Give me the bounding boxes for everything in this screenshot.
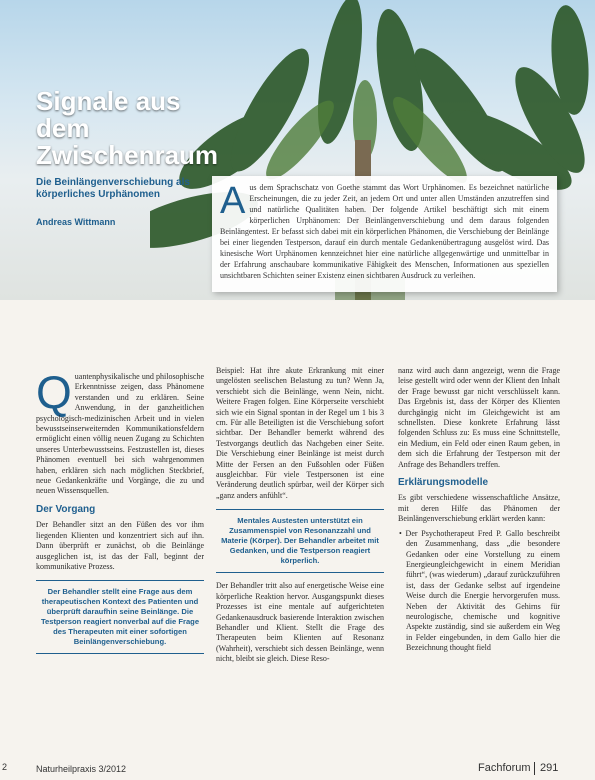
lead-paragraph	[212, 176, 557, 292]
column-3-bullet: • Der Psychotherapeut Fred P. Gallo beschreibt den Zusammenhang, dass „die besondere Gedanken oder eine Vorstellung zu einem Energieungleichgewicht in einem Meridian führt“, (was wiederum) „darauf zurückzuführen ist, dass der Gedanke selbst auf irgendeine Weise durch die Energie hervorgerufen muss. Neben der Aktivität des Gehirns für neurologische, chemische und kognitive Aspekte zuständig, sind sie außerdem ein Weg in Felder eingebunden, in dem Gallo hier die Bezeichnung thought field	[399, 528, 560, 653]
column-2-paragraph-1: Beispiel: Hat ihre akute Erkrankung mit einer ungelösten seelischen Belastung zu tun? Wenn Ja, verschiebt sich die Beinlänge, wenn Nein, nicht. Weitere Fragen folgen. Eine Körperseite verschiebt sich wie ein Signal spontan in der Regel um 1 bis 3 cm. Für alle Beteiligten ist die Verschiebung sofort sichtbar. Der Behandler bemerkt während des Testvorgangs deutlich das Nachgeben einer Seite. Die Verschiebung einer Beinlänge ist meist durch Mitte der Fersen an den Fußsohlen oder Füßen ausgleichbar. Für viele Testpersonen ist eine Veränderung deutlich spürbar, weil der Körper sich „ganz anders anfühlt“.	[216, 366, 384, 500]
column-1-paragraph-1-text: uantenphysikalische und philosophische Erkenntnisse zeigen, dass Phänomene verstanden und zu erklären. Seine Anwendung, in der ganzheitlichen psychologisch-medizinischen Arbeit und in vielen bewusstseinserweiternden Kommunikationsfeldern ermöglicht einen völlig neuen Zugang zu Schichten unseres Unterbewusstseins. Festzustellen ist, dieses Phänomen eventuell bei sich wahrgenommen haben, erklären sich nach möglichen Steckbrief, neue Gedankenkräfte und Vorgänge, die zu und neuen Wissensquellen.	[36, 372, 204, 496]
footer-divider	[534, 762, 535, 775]
article-title: Signale aus dem Zwischenraum	[36, 86, 219, 170]
lead-text: us dem Sprachschatz von Goethe stammt das Wort Urphänomen. Es bezeichnet natürliche Erscheinungen, die zu jeder Zeit, an jedem Ort und unter allen Umständen anzutreffen sind und natürliche Qualitäten haben. Der folgende Artikel beschäftigt sich mit einem körperlichen Urphänomen: Der Beinlängenverschiebung und dem daraus folgenden Beinlängentest. Er befasst sich dabei mit ein körperlichen Phänomen, die Verschiebung der Beinlänge bei einer liegenden Testperson, darauf ein durch mentale Gedankenübertragung ausgelöst wird. Das kinesische Wort Urphänomen kennzeichnet hier eine natürliche allgegenwärtige und unmittelbar in der Erfahrung anschaubare kommunikative Fähigkeit des Menschen, Informationen aus speziellen unsichtbaren Schichten seiner Existenz einen sichtbaren Ausdruck zu verleihen.	[220, 183, 549, 280]
page-number-right: 291	[540, 762, 559, 774]
article-subtitle: Die Beinlängenverschiebung als körperliches Urphänomen	[36, 177, 190, 200]
column-1-dropcap: Q	[36, 366, 72, 418]
section-name: Fachforum	[478, 762, 531, 774]
pull-quote-1: Der Behandler stellt eine Frage aus dem therapeutischen Kontext des Patienten und überprüft daraufhin seine Beinlänge. Die Testperson reagiert nonverbal auf die Frage des Therapeuten mit einer sofortigen Beinlängenverschiebung.	[36, 580, 204, 654]
article-author: Andreas Wittmann	[36, 217, 116, 227]
heading-erklaerungsmodelle: Erklärungsmodelle	[398, 477, 489, 489]
column-2	[216, 366, 384, 669]
title-block	[36, 86, 219, 227]
lead-dropcap: A	[220, 180, 246, 222]
pull-quote-2: Mentales Austesten unterstützt ein Zusammenspiel von Resonanzzahl und Materie (Körper). Der Behandler arbeitet mit Gedanken, und die Testperson reagiert körperlich.	[216, 509, 384, 573]
column-3-paragraph-2: Es gibt verschiedene wissenschaftliche Ansätze, mit deren Hilfe das Phänomen der Beinlängenverschiebung erklärt werden kann:	[398, 493, 560, 524]
heading-der-vorgang: Der Vorgang	[36, 503, 96, 515]
column-1-paragraph-2: Der Behandler sitzt an den Füßen des vor ihm liegenden Klienten und konzentriert sich auf ihn. Dann überprüft er zunächst, ob die Beinlänge ausgeglichen ist, ist das der Fall, beginnt der kommunikative Prozess.	[36, 520, 204, 571]
column-1-paragraph-1	[36, 366, 204, 497]
page-footer	[0, 760, 595, 780]
column-3-paragraph-1: nanz wird auch dann angezeigt, wenn die Frage leise gestellt wird oder wenn der Klient den Inhalt der Frage bewusst gar nicht verschlüsselt kann. Das Ergebnis ist, dass der Körper des Klienten durchgängig nicht im Gleichgewicht ist am schnellsten. Diese konkrete Erfahrung lässt folgenden Schluss zu: Es muss eine Schnittstelle, ein Medium, ein Feld oder einen Raum geben, in dem sich die Erfahrung der Testperson mit der Anfrage des Behandlers treffen.	[398, 366, 560, 469]
page-number-left: 2	[2, 762, 8, 772]
column-2-paragraph-2: Der Behandler tritt also auf energetische Weise eine körperliche Reaktion hervor. Ausgangspunkt dieses Prozesses ist eine mentale auf aufgerichteten Gedankenausdruck basierende Interaktion zwischen Behandler und Klient. Stellt die Frage des Therapeuten beim Klienten auf Resonanz (Wahrheit), verschiebt sich dessen Beinlänge, wenn nicht, bleibt sie gleich. Diese Reso-	[216, 581, 384, 664]
column-1	[36, 366, 204, 662]
column-3	[398, 366, 560, 658]
magazine-issue: Naturheilpraxis 3/2012	[36, 764, 127, 774]
